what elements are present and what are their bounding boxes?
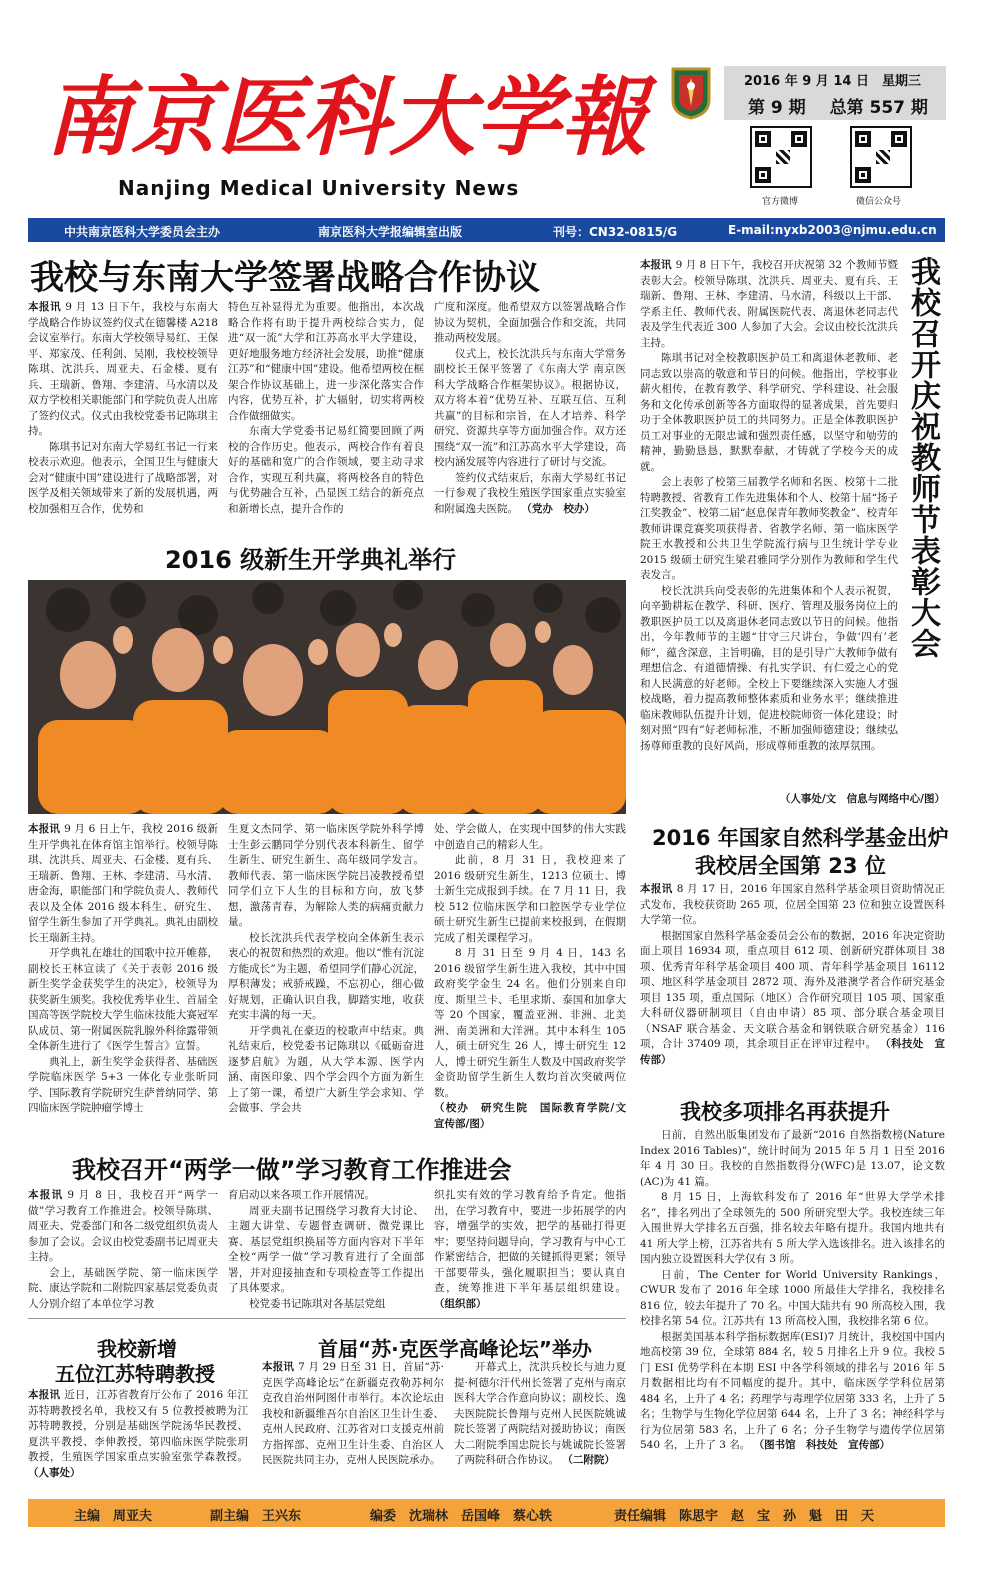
article3-column-3 (434, 1188, 626, 1310)
article5-text-1: 7 月 29 日至 31 日，首届“苏·克医学高峰论坛”在新疆克孜勒苏柯尔克孜自治州阿图什市举行。本次论坛由我校和新疆维吾尔自治区卫生计生委、克州人民政府、江苏省对口支援克州前方指挥部、克州卫生计生委、自治区人民医院共同主办，克州人民医院承办。 (262, 1361, 445, 1466)
article1-column-3 (434, 300, 626, 532)
footer-duty-editors: 责任编辑 陈思宇 赵 宝 孙 魁 田 天 (614, 1509, 875, 1524)
article2-text-1b: 开学典礼在雄壮的国歌中拉开帷幕，副校长王林宣读了《关于表彰 2016 级新生奖学金获奖学生的决定》，校领导为获奖新生颁奖。我校优秀毕业生、首届全国高等医学院校大学生临床技能大赛冠军队成员、第一附属医院乳腺外科徐露带领全体新生进行了《医学生誓言》宣誓。 (28, 947, 218, 1052)
article6-text-4: 校长沈洪兵向受表彰的先进集体和个人表示祝贺，向辛勤耕耘在教学、科研、医疗、管理及服务岗位上的教职医护员工以及离退休老同志致以节日的问候。他指出，今年教师节的主题“甘守三尺讲台，争做‘四有’老师”，蕴含深意，主旨明确，目的是引导广大教师争做有理想信念、有道德情操、有扎实学识、有仁爱之心的党和人民满意的好老师。全校上下要继续深入实施人才强校战略，着力提高教师整体素质和业务水平；继续推进临床教师队伍提升计划，促进校院师资一体化建设；时刻对照“四有”好老师标准，不断加强师德建设；继续弘扬尊师重教的良好风尚，形成尊师重教的浓厚氛围。 (640, 584, 898, 752)
article7-text-2: 根据国家自然科学基金委员会公布的数据，2016 年决定资助面上项目 16934 项，重点项目 612 项、创新研究群体项目 38 项、优秀青年科学基金项目 400 项、青年科学基金项目 16112 项、地区科学基金项目 2872 项、海外及港澳学者合作研究基金项目 135 项，重点国际（地区）合作研究项目 105 项、国家重大科研仪器研制项目（自由申请）85 项、部分联合基金项目（NSAF 联合基金、天文联合基金和钢铁联合研究基金）116 项，合计 37409 项，其余项目正在评审过程中。 (640, 929, 945, 1050)
headline-jiangsu-professors-line1: 我校新增 (97, 1337, 177, 1361)
section-divider (28, 1318, 626, 1319)
wechat-qr-code[interactable] (850, 126, 912, 188)
article2-column-2 (228, 822, 435, 1124)
footer-editorial-board: 编委 沈瑞林 岳国峰 蔡心轶 (370, 1509, 553, 1524)
headline-nsfc-line1: 2016 年国家自然科学基金出炉 (652, 826, 949, 850)
total-issue-number: 总第 557 期 (829, 98, 928, 118)
article8-text-2: 8 月 15 日，上海软科发布了 2016 年“世界大学学术排名”，排名列出了全球领先的 500 所研究型大学。我校连续三年入围世界大学排名五百强，排名较去年略有提升。我国内地共有 41 所大学上榜，江苏省共有 5 所大学入选该排名。进入该排名的国内独立设置医科大学仅有 3 所。 (640, 1191, 945, 1265)
article1-text-2b: 东南大学党委书记易红简要回顾了两校的合作历史。他表示，两校合作有着良好的基础和宽广的合作领域，要主动寻求合作，实现互利共赢，将两校各自的特色与优势融合互补，凸显医工结合的新亮点和新增长点，提升合作的 (228, 425, 424, 515)
issue-number-line (748, 93, 946, 118)
article1-column-2 (228, 300, 424, 532)
article6-source: 本报讯 (640, 259, 672, 271)
article8-signature: （图书馆 科技处 宣传部） (753, 1439, 891, 1451)
article8-text-3: 日前，The Center for World University Rankings，CWUR 发布了 2016 年全球 1000 所最佳大学排名，我校排名 816 位，较去年提升了 70 名。中国大陆共有 90 所高校入围，我校排名第 54 位。江苏共有 13 所高校入围，我校排名第 6 位。 (640, 1268, 945, 1327)
article1-text-3c: 签约仪式结束后，东南大学易红书记一行参观了我校生殖医学国家重点实验室和附属逸夫医院。 (434, 471, 626, 515)
article1-source: 本报讯 (28, 301, 62, 313)
article5-column-2 (454, 1360, 626, 1490)
students-oath-illustration (28, 580, 626, 814)
article6-body (640, 258, 898, 790)
article3-text-2c: 校党委书记陈琪对各基层党组 (249, 1297, 386, 1310)
article2-column-3 (434, 822, 637, 1130)
article2-text-3c: 8 月 31 日至 9 月 4 日，143 名 2016 级留学生新生进入我校，其中中国政府奖学金生 24 名。他们分别来自印度、斯里兰卡、毛里求斯、泰国和加拿大等 20 个国家，覆盖亚洲、非洲、北美洲、南美洲和大洋洲。其中本科生 105 人，硕士研究生 26 人，博士研究生 12 人，博士研究生新生人数及中国政府奖学金资助留学生新生人数均首次突破两位数。 (434, 947, 626, 1099)
banner-issn: 刊号：CN32-0815/G (553, 225, 678, 239)
article8-text-4: 根据美国基本科学指标数据库(ESI)7 月统计，我校国中国内地高校第 39 位，全球第 884 名，较 5 月排名上升 9 位。我校 5 门 ESI 优势学科在本期 ESI 中各学科领域的排名与 2016 年 5 月数据相比均有不同幅度的提升。其中，临床医学学科位居第 484 名，上升了 4 名；药理学与毒理学位居第 333 名，上升了 5 名；生物学与生物化学位居第 644 名，上升了 3 名；神经科学与行为位居第 583 名，上升了 6 名；分子生物学与遗传学位居第 540 名，上升了 3 名。 (640, 1330, 945, 1451)
issue-number: 第 9 期 (748, 98, 806, 118)
article5-source: 本报讯 (262, 1361, 295, 1373)
article2-text-2c: 开学典礼在豪迈的校歌声中结束。典礼结束后，校党委书记陈琪以《砥砺奋进 逐梦启航》为题，从大学本源、医学内涵、南医印象、四个学会四个方面为新生上了第一课，希望广大新生学会求知、学会做事、学会共 (228, 1024, 435, 1114)
masthead-banner (28, 218, 945, 242)
article3-text-1: 9 月 8 日，我校召开“两学一做”学习教育工作推进会。校领导陈琪、周亚夫、党委部门和各二级党组织负责人参加了会议。会议由校党委副书记周亚夫主持。 (28, 1189, 218, 1263)
newspaper-title: 南京医科大学報 (45, 67, 647, 168)
weibo-qr-code[interactable] (750, 126, 812, 188)
article2-text-3: 处、学会做人，在实现中国梦的伟大实践中创造自己的精彩人生。 (434, 823, 626, 851)
article1-text-1b: 陈琪书记对东南大学易红书记一行来校表示欢迎。他表示，全国卫生与健康大会对“健康中国”建设进行了战略部署，对医学及相关领域带来了新的发展机遇，两校加强相互合作，优势和 (28, 440, 218, 515)
weibo-qr-label: 官方微博 (762, 197, 799, 207)
article5-column-1 (262, 1360, 444, 1490)
article6-text-2: 陈琪书记对全校教职医护员工和离退休老教师、老同志致以崇高的敬意和节日的问候。他指出，学校事业薪火相传，在教育教学、科学研究、学科建设、社会服务和文化传承创新等各方面取得的显著成果，首先要归功于全体教职医护员工的共同努力。正是全体教职医护员工对事业的无限忠诚和强烈责任感，以坚守和劬劳的精神，勤勤恳恳，默默奉献，才铸就了学校今天的成就。 (640, 352, 898, 473)
banner-email[interactable]: E-mail:nyxb2003@njmu.edu.cn (728, 223, 937, 237)
article4-body (28, 1388, 248, 1488)
article1-text-1: 9 月 13 日下午，我校与东南大学战略合作协议签约仪式在德馨楼 A218 会议室举行。东南大学校领导易红、王保平、郑家茂、任利剑、吴刚，我校校领导陈琪、沈洪兵、周亚夫、石金楼、夏有兵、王瑞新、鲁翔、李建清、马水清以及双方学校相关职能部门和学院负责人出席了签约仪式。仪式由我校党委书记陈琪主持。 (28, 301, 219, 437)
article2-text-1: 9 月 6 日上午，我校 2016 级新生开学典礼在体育馆主馆举行。校领导陈琪、沈洪兵、周亚夫、石金楼、夏有兵、王瑞新、鲁翔、王林、李建清、马水清、唐金海，职能部门和学院负责人、教师代表以及全体 2016 级本科生、研究生、留学生新生参加了开学典礼。典礼由副校长王瑞新主持。 (28, 823, 218, 944)
article7-signature: （科技处 宣传部） (640, 1038, 946, 1066)
wechat-qr-label: 微信公众号 (856, 197, 902, 207)
article6-signature-row (640, 792, 945, 808)
article3-text-1b: 会上，基础医学院、第一临床医学院、康达学院和二附院四家基层党委负责人分别介绍了本单位学习教 (28, 1266, 218, 1310)
article1-text-2: 特色互补显得尤为重要。他指出，本次战略合作将有助于提升两校综合实力，促进“双一流”大学和江苏高水平大学建设，更好地服务地方经济社会发展，助推“健康江苏”和“健康中国”建设。他希望两校在框架合作协议基础上，进一步深化落实合作内容，优势互补，扩大辐射，切实将两校合作做细做实。 (228, 301, 424, 422)
banner-publisher: 南京医科大学报编辑室出版 (318, 225, 463, 239)
article1-text-3b: 仪式上，校长沈洪兵与东南大学常务副校长王保平签署了《东南大学 南京医科大学战略合作框架协议》。根据协议，双方将本着“优势互补、互联互信、互利共赢”的目标和宗旨，在人才培养、科学研究、资源共享等方面加强合作。双方还围绕“双一流”和江苏高水平大学建设，高校内涵发展等内容进行了研讨与交流。 (434, 347, 626, 468)
article1-text-3: 广度和深度。他希望双方以签署战略合作协议为契机，全面加强合作和交流，共同推动两校发展。 (434, 301, 626, 344)
article6-text-1: 9 月 8 日下午，我校召开庆祝第 32 个教师节暨表彰大会。校领导陈琪、沈洪兵、周亚夫、夏有兵、王瑞新、鲁翔、王林、李建清、马水清，科级以上干部、学系主任、教师代表、附属医院代表、离退休老同志代表及学生代表近 300 人参加了大会。会议由校长沈洪兵主持。 (640, 259, 898, 349)
banner-sponsor: 中共南京医科大学委员会主办 (64, 225, 221, 239)
footer-chief-editor: 主编 周亚夫 (74, 1509, 153, 1524)
headline-two-studies: 我校召开“两学一做”学习教育工作推进会 (72, 1156, 512, 1184)
article1-signature: （党办 校办） (521, 502, 595, 515)
issue-date: 2016 年 9 月 14 日 星期三 (744, 74, 921, 89)
university-emblem-icon (670, 66, 712, 120)
editorial-footer (28, 1499, 945, 1527)
headline-suke-forum: 首届“苏·克医学高峰论坛”举办 (318, 1337, 592, 1361)
headline-nsfc-line2: 我校居全国第 23 位 (695, 854, 886, 878)
article6-text-3: 会上表彰了校第三届教学名师和名医、校第十二批特聘教授、省教育工作先进集体和个人、校第十届“扬子江奖教金”、校第二届“赵息保青年教师奖教金”、校青年教师讲课竞赛奖项获得者、省教学名师、第一临床医学院王水教授和公共卫生学院流行病与卫生统计学专业 2015 级硕士研究生梁君雅同学分别作为教师和学生代表发言。 (640, 476, 898, 581)
article4-signature: （人事处） (28, 1466, 81, 1479)
article2-source: 本报讯 (28, 823, 61, 835)
footer-deputy-editor: 副主编 王兴东 (210, 1509, 302, 1524)
article7-body (640, 882, 945, 1070)
article3-signature: （组织部） (434, 1297, 487, 1310)
article7-source: 本报讯 (640, 883, 673, 895)
article6-signature: （人事处/文 信息与网络中心/图） (779, 793, 945, 805)
newspaper-title-en: Nanjing Medical University News (118, 176, 520, 200)
article3-column-2 (228, 1188, 424, 1310)
article1-column-1 (28, 300, 218, 532)
article2-signature: （校办 研究生院 国际教育学院/文 宣传部/图） (434, 1102, 637, 1130)
article8-text-1: 日前，自然出版集团发布了最新“2016 自然指数榜(Nature Index 2016 Tables)”，统计时间为 2015 年 5 月 1 日至 2016 年 4 月 30 日。我校的自然指数得分(WFC)是 13.07，论文数(AC)为 41 篇。 (640, 1129, 945, 1188)
article3-column-1 (28, 1188, 218, 1310)
article2-text-3b: 此前，8 月 31 日，我校迎来了 2016 级研究生新生，1213 位硕士、博士新生完成报到手续。在 7 月 11 日，我校 512 位临床医学和口腔医学专业学位硕士研究生新生已提前来校报到，在假期完成了相关课程学习。 (434, 854, 626, 944)
article5-text-2: 开幕式上，沈洪兵校长与迪力夏提·柯德尔汗代州长签署了克州与南京医科大学合作意向协议；副校长、逸夫医院院长鲁翔与克州人民医院姚诚院长签署了两院结对援助协议；南医大二附院季国忠院长与姚诚院长签署了两院科研合作协议。 (454, 1361, 626, 1466)
opening-ceremony-photo (28, 580, 626, 814)
article3-source: 本报讯 (28, 1189, 64, 1201)
headline-jiangsu-professors-line2: 五位江苏特聘教授 (55, 1362, 215, 1386)
article4-source: 本报讯 (28, 1389, 61, 1401)
headline-strategic-cooperation: 我校与东南大学签署战略合作协议 (30, 258, 540, 298)
article2-text-1c: 典礼上，新生奖学金获得者、基础医学院临床医学 5+3 一体化专业张昕同学、国际教育学院研究生萨普纳同学、第四临床医学院肿瘤学博士 (28, 1055, 218, 1114)
article5-signature: （二附院） (562, 1454, 615, 1466)
headline-opening-ceremony: 2016 级新生开学典礼举行 (165, 546, 457, 574)
article2-column-1 (28, 822, 218, 1124)
article4-text: 近日，江苏省教育厅公布了 2016 年江苏特聘教授名单，我校又有 5 位教授被聘为江苏特聘教授，分别是基础医学院汤华民教授、夏洪平教授、李伸教授，第四临床医学院张玥教授，生殖医学国家重点实验室张学森教授。 (28, 1389, 248, 1463)
article2-text-2: 生夏文杰同学、第一临床医学院外科学博士生彭云鹏同学分别代表本科新生、留学生新生、研究生新生、高年级同学发言。教师代表、第一临床医学院吕凌教授希望同学们立下人生的目标和方向，放飞梦想，激荡青春，为解除人类的病痛贡献力量。 (228, 823, 424, 928)
article3-text-2: 育启动以来各项工作开展情况。 (228, 1189, 375, 1201)
article7-text-1: 8 月 17 日，2016 年国家自然科学基金项目资助情况正式发布，我校获资助 265 项，位居全国第 23 位和独立设置医科大学第一位。 (640, 883, 945, 926)
headline-teachers-day: 我校召开庆祝教师节表彰大会 (905, 256, 940, 659)
article8-body (640, 1128, 945, 1490)
article2-text-2b: 校长沈洪兵代表学校向全体新生表示衷心的祝贺和热烈的欢迎。他以“惟有沉淀 方能成长”为主题，希望同学们静心沉淀，厚积薄发；戒骄戒躁，不忘初心，细心做好规划，正确认识自我，脚踏实地，收获充实丰满的每一天。 (228, 931, 435, 1021)
issue-info-box (724, 66, 946, 120)
headline-rankings: 我校多项排名再获提升 (680, 1100, 890, 1124)
article3-text-2b: 周亚夫副书记围绕学习教育大讨论、主题大讲堂、专题督查调研、微党课比赛、基层党组织换届等方面内容对下半年全校“两学一做”学习教育进行了全面部署，并对迎接抽查和专项检查等工作提出了具体要求。 (228, 1204, 424, 1294)
article3-text-3: 织扎实有效的学习教育给予肯定。他指出，在学习教育中，要进一步拓展学的内容，增强学的实效，把学的基础打得更牢；要坚持问题导向，学习教育与中心工作紧密结合，把做的关键抓得更紧；领导干部要带头，强化履职担当；要认真自查，统筹推进下半年基层组织建设。 (434, 1189, 626, 1294)
